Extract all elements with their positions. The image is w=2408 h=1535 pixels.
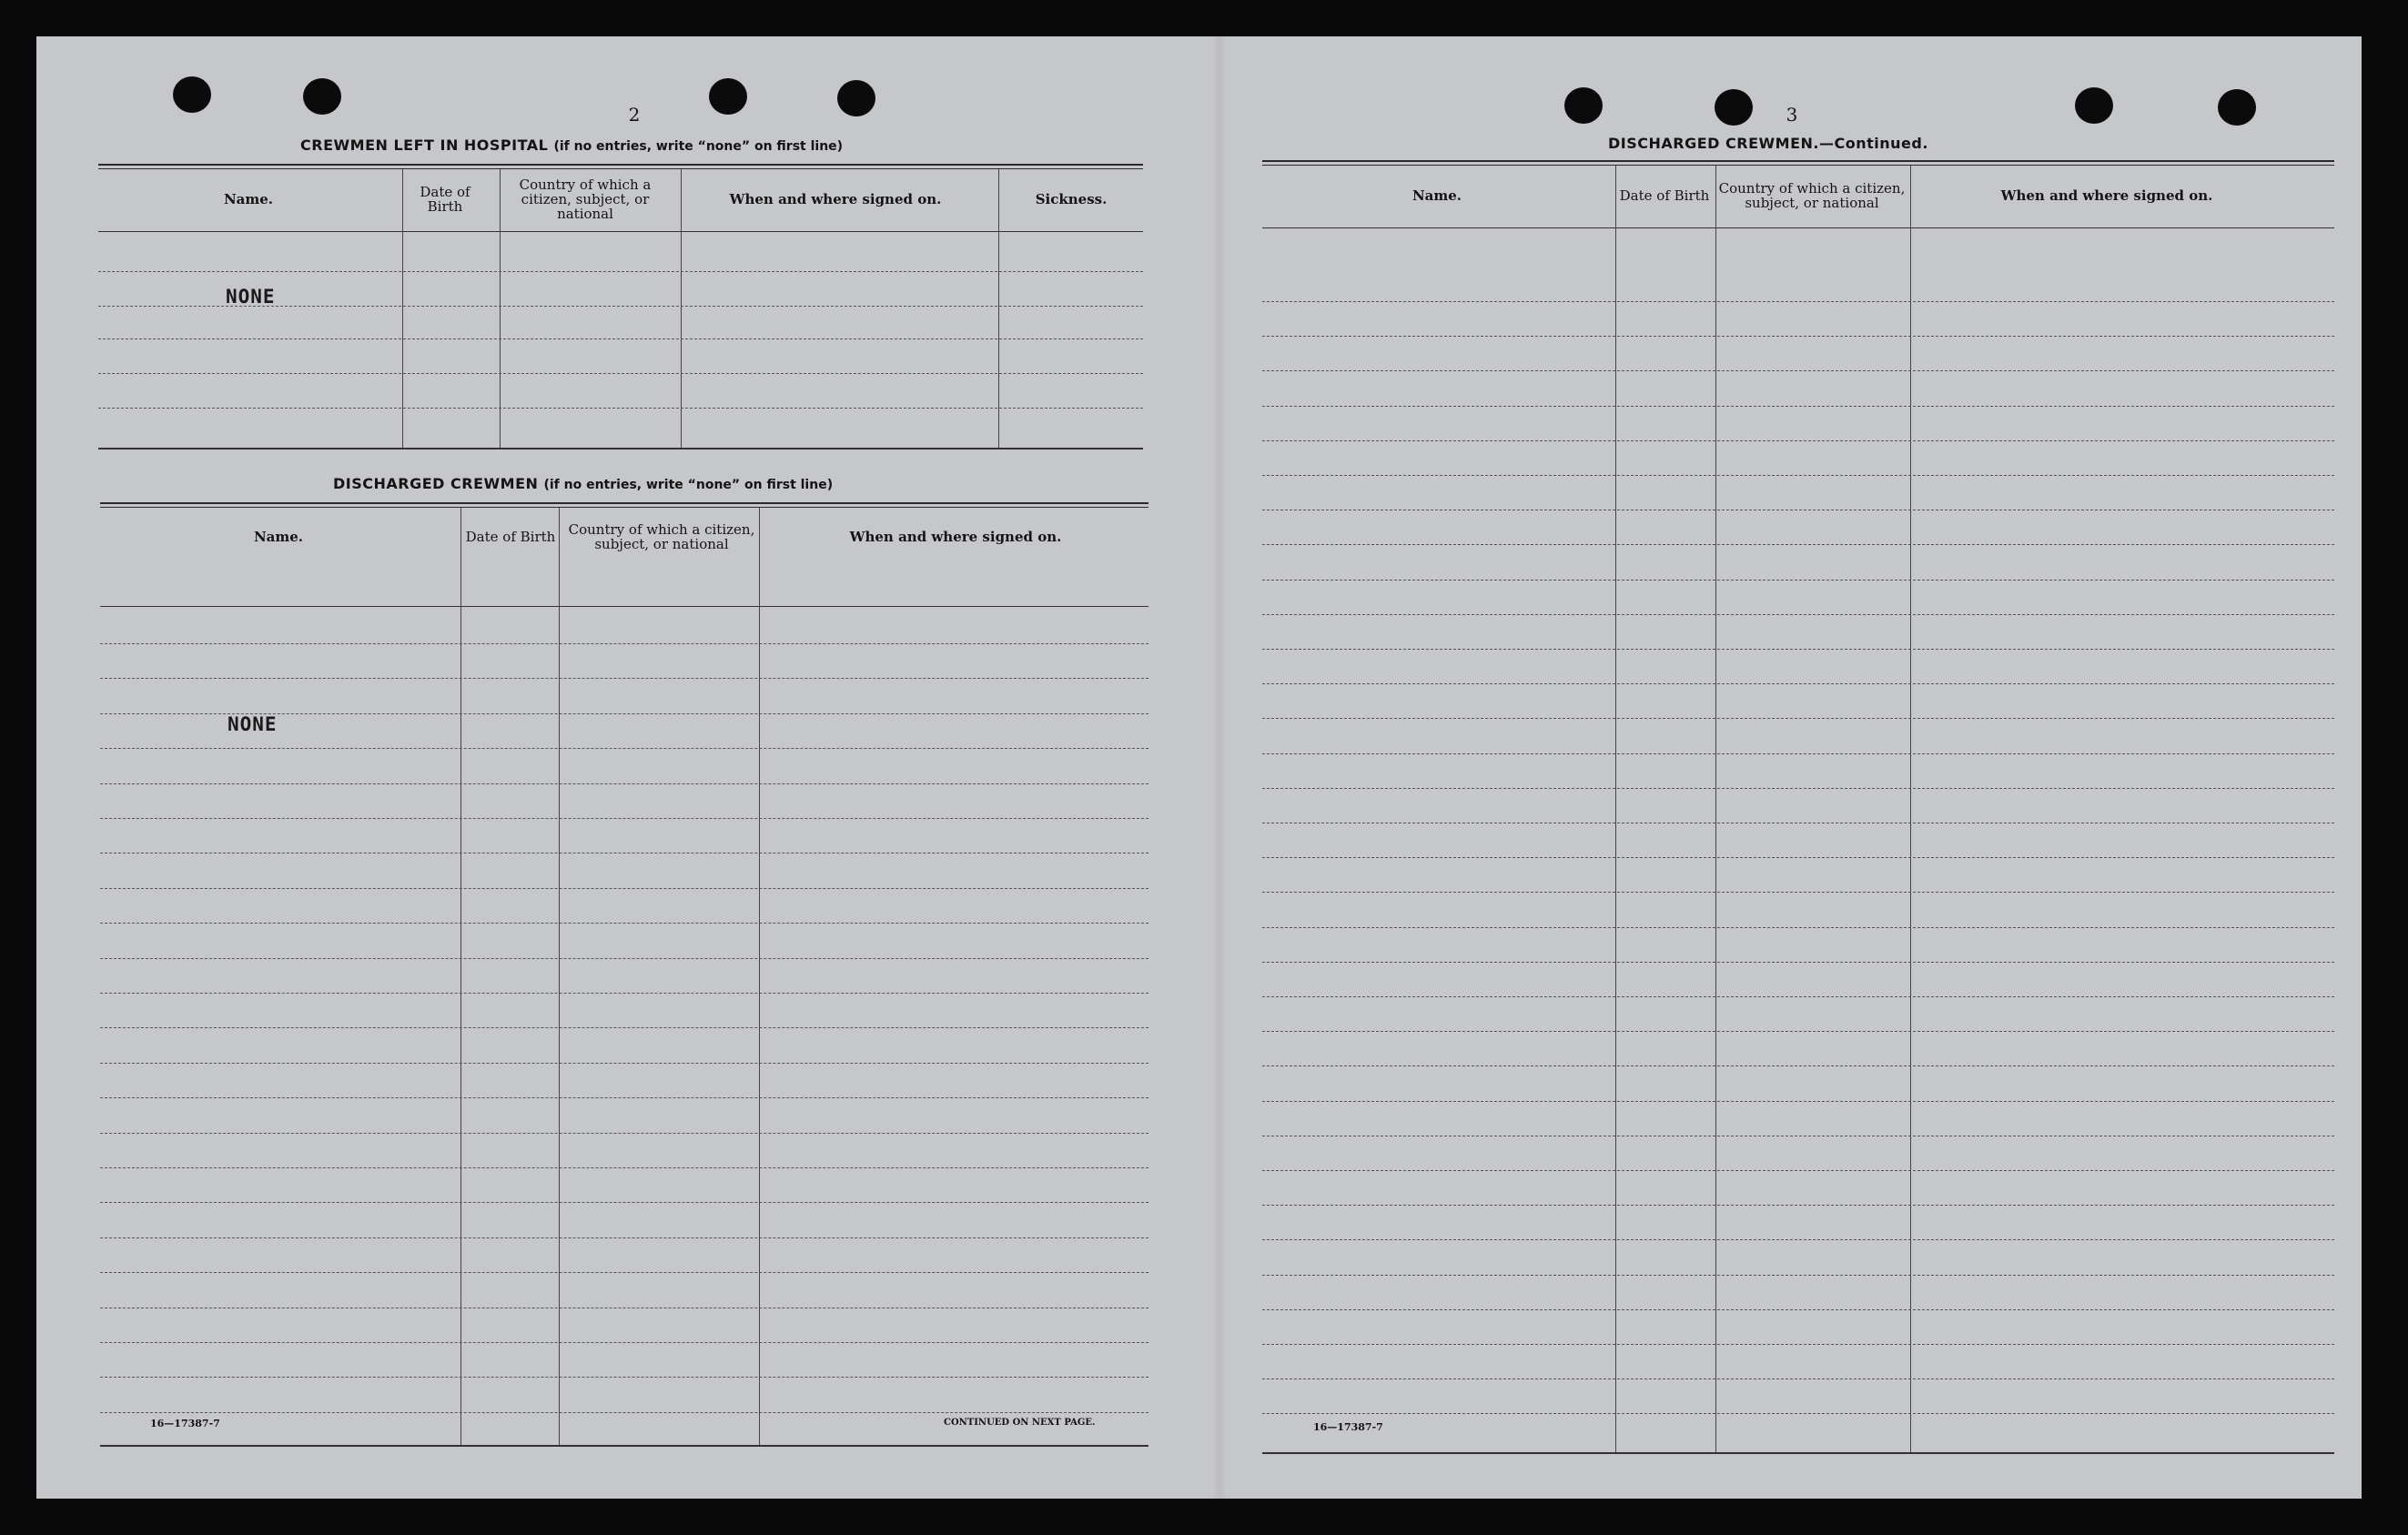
ruled-line: [1262, 580, 2334, 581]
ruled-line: [1262, 892, 2334, 893]
header-country: Country of which a citizen, subject, or national: [568, 521, 755, 552]
title-main: CREWMEN LEFT IN HOSPITAL: [300, 136, 549, 154]
ruled-line: [100, 748, 1148, 749]
title-note: (if no entries, write “none” on first line): [553, 139, 844, 154]
ruled-line: [1262, 962, 2334, 963]
ruled-line: [100, 818, 1148, 819]
punch-hole: [1715, 89, 1753, 126]
ruled-line: [1262, 1031, 2334, 1032]
ruled-line: [1262, 996, 2334, 997]
ruled-line: [100, 1097, 1148, 1098]
ruled-line: [1262, 1101, 2334, 1102]
ruled-line: [1262, 336, 2334, 337]
ruled-line: [100, 1133, 1148, 1134]
punch-hole: [837, 80, 875, 116]
discharged-entry: NONE: [228, 713, 278, 735]
hospital-entry: NONE: [226, 286, 276, 308]
header-name: Name.: [223, 191, 274, 207]
ruled-line: [100, 783, 1148, 784]
punch-hole: [1564, 87, 1603, 124]
punch-hole: [2075, 87, 2113, 124]
ruled-line: [1262, 1065, 2334, 1066]
document-sheet: [36, 36, 2362, 1499]
ruled-line: [1262, 475, 2334, 476]
header-name: Name.: [1411, 187, 1462, 204]
section-title-discharged: [333, 475, 833, 492]
header-dob: Date of Birth: [1619, 187, 1710, 204]
footer-code: 16—17387-7: [1313, 1421, 1383, 1433]
header-sickness: Sickness.: [1035, 191, 1108, 207]
punch-hole: [303, 78, 341, 115]
ruled-line: [1262, 718, 2334, 719]
page-number: 3: [1786, 104, 1798, 126]
discharged-table-left: [100, 502, 1148, 1449]
ruled-line: [1262, 1275, 2334, 1276]
ruled-line: [1262, 406, 2334, 407]
ruled-line: [1262, 301, 2334, 302]
page-number: 2: [628, 104, 641, 126]
header-signed: When and where signed on.: [2000, 187, 2213, 204]
ruled-line: [100, 1412, 1148, 1413]
footer-continued: CONTINUED ON NEXT PAGE.: [944, 1418, 1096, 1428]
ruled-line: [100, 643, 1148, 644]
ruled-line: [100, 1167, 1148, 1168]
ruled-line: [1262, 927, 2334, 928]
header-name: Name.: [253, 529, 304, 545]
ruled-line: [100, 1342, 1148, 1343]
ruled-line: [1262, 1205, 2334, 1206]
page-fold: [1212, 36, 1227, 1499]
ruled-line: [1262, 788, 2334, 789]
ruled-line: [100, 1272, 1148, 1273]
header-dob: Date of Birth: [465, 529, 556, 545]
ruled-line: [1262, 1344, 2334, 1345]
ruled-line: [100, 923, 1148, 924]
title-main: DISCHARGED CREWMEN: [333, 475, 539, 492]
ruled-line: [1262, 857, 2334, 858]
ruled-line: [1262, 649, 2334, 650]
ruled-line: [100, 1202, 1148, 1203]
ruled-line: [1262, 1378, 2334, 1379]
ruled-line: [1262, 1170, 2334, 1171]
ruled-line: [1262, 614, 2334, 615]
ruled-line: [100, 1237, 1148, 1238]
header-signed: When and where signed on.: [849, 529, 1062, 545]
ruled-line: [100, 1377, 1148, 1378]
ruled-line: [1262, 370, 2334, 371]
ruled-line: [1262, 544, 2334, 545]
punch-hole: [709, 78, 747, 115]
ruled-line: [100, 678, 1148, 679]
ruled-line: [100, 993, 1148, 994]
ruled-line: [1262, 683, 2334, 684]
header-country: Country of which a citizen, subject, or national: [1718, 180, 1906, 211]
hospital-table: [98, 164, 1143, 451]
header-dob: Date of Birth: [420, 184, 470, 215]
ruled-line: [100, 1027, 1148, 1028]
section-title-discharged-continued: DISCHARGED CREWMEN.—Continued.: [1608, 135, 1928, 152]
ruled-line: [100, 958, 1148, 959]
discharged-table-right: [1262, 160, 2334, 1456]
ruled-line: [100, 888, 1148, 889]
ruled-line: [1262, 1239, 2334, 1240]
section-title-hospital: [300, 136, 843, 154]
punch-hole: [2218, 89, 2256, 126]
header-country: Country of which a citizen, subject, or national: [519, 177, 652, 222]
ruled-line: [1262, 1309, 2334, 1310]
punch-hole: [173, 76, 211, 113]
title-note: (if no entries, write “none” on first line): [543, 478, 834, 492]
header-signed: When and where signed on.: [729, 191, 942, 207]
ruled-line: [100, 1063, 1148, 1064]
ruled-line: [1262, 1413, 2334, 1414]
footer-code: 16—17387-7: [150, 1418, 220, 1429]
ruled-line: [1262, 753, 2334, 754]
ruled-line: [1262, 440, 2334, 441]
